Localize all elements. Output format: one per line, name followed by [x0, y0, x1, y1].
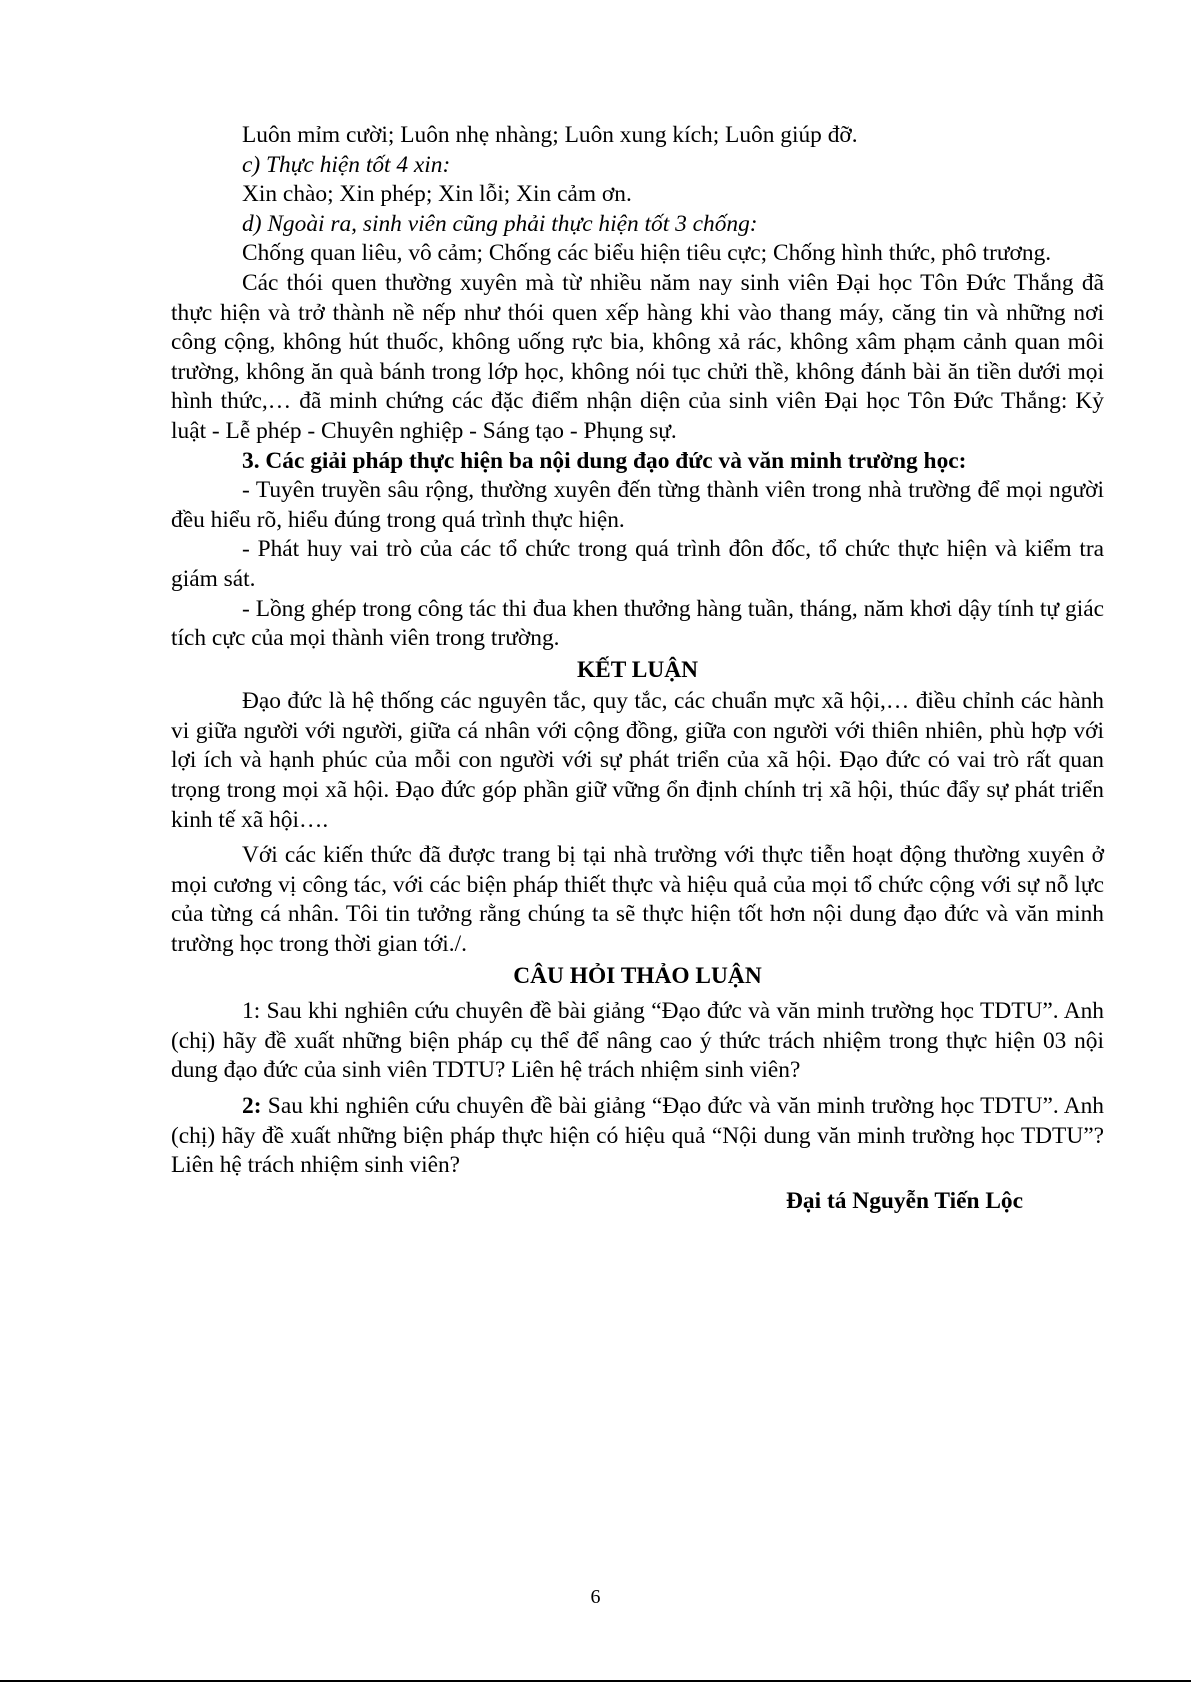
subheading-italic: c) Thực hiện tốt 4 xin:	[242, 151, 451, 178]
text-paragraph: Xin chào; Xin phép; Xin lỗi; Xin cảm ơn.	[242, 181, 632, 208]
question-number: 2:	[242, 1093, 262, 1119]
text-paragraph: Luôn mỉm cười; Luôn nhẹ nhàng; Luôn xung kích; Luôn giúp đỡ.	[242, 122, 858, 148]
question-text: Sau khi nghiên cứu chuyên đề bài giảng “Đạo đức và văn minh trường học TDTU”. Anh (chị) hãy đề xuất những biện pháp thực hiện có hiệu quả “Nội dung văn minh trường học TDTU”? Liên hệ trách nhiệm sinh viên?	[171, 1093, 1104, 1179]
document-body	[171, 121, 1104, 1216]
bottom-divider	[0, 1680, 1191, 1682]
section-heading: 3. Các giải pháp thực hiện ba nội dung đạo đức và văn minh trường học:	[242, 447, 967, 474]
text-paragraph: Chống quan liêu, vô cảm; Chống các biểu hiện tiêu cực; Chống hình thức, phô trương.	[242, 240, 1052, 267]
subheading-italic: d) Ngoài ra, sinh viên cũng phải thực hiện tốt 3 chống:	[242, 210, 758, 237]
conclusion-paragraph: Với các kiến thức đã được trang bị tại nhà trường với thực tiễn hoạt động thường xuyên ở mọi cương vị công tác, với các biện pháp thiết thực và hiệu quả của mọi tổ chức cộng với sự nỗ lực của từng cá nhân. Tôi tin tưởng rằng chúng ta sẽ thực hiện tốt hơn nội dung đạo đức và văn minh trường học trong thời gian tới./.	[171, 842, 1104, 958]
discussion-heading: CÂU HỎI THẢO LUẬN	[513, 962, 762, 989]
list-item: - Tuyên truyền sâu rộng, thường xuyên đến từng thành viên trong nhà trường để mọi người đều hiểu rõ, hiểu đúng trong quá trình thực hiện.	[171, 477, 1104, 533]
author-signature: Đại tá Nguyễn Tiến Lộc	[786, 1187, 1023, 1214]
text-paragraph: Các thói quen thường xuyên mà từ nhiều năm nay sinh viên Đại học Tôn Đức Thắng đã thực hiện và trở thành nề nếp như thói quen xếp hàng khi vào thang máy, căng tin và những nơi công cộng, không hút thuốc, không uống rực bia, không xả rác, không xâm phạm cảnh quan môi trường, không ăn quà bánh trong lớp học, không nói tục chửi thề, không đánh bài ăn tiền dưới mọi hình thức,… đã minh chứng các đặc điểm nhận diện của sinh viên Đại học Tôn Đức Thắng: Kỷ luật - Lễ phép - Chuyên nghiệp - Sáng tạo - Phụng sự.	[171, 269, 1104, 444]
list-item: - Lồng ghép trong công tác thi đua khen thưởng hàng tuần, tháng, năm khơi dậy tính tự giác tích cực của mọi thành viên trong trường.	[171, 595, 1104, 652]
conclusion-paragraph: Đạo đức là hệ thống các nguyên tắc, quy tắc, các chuẩn mực xã hội,… điều chỉnh các hành vi giữa người với người, giữa cá nhân với cộng đồng, giữa con người với thiên nhiên, phù hợp với lợi ích và hạnh phúc của mỗi con người với sự phát triển của xã hội. Đạo đức có vai trò rất quan trọng trong mọi xã hội. Đạo đức góp phần giữ vững ổn định chính trị xã hội, thúc đẩy sự phát triển kinh tế xã hội….	[171, 688, 1104, 833]
conclusion-heading: KẾT LUẬN	[576, 656, 699, 683]
list-item: - Phát huy vai trò của các tổ chức trong quá trình đôn đốc, tổ chức thực hiện và kiểm tra giám sát.	[171, 536, 1104, 592]
page-number: 6	[590, 1586, 601, 1608]
discussion-question-1: 1: Sau khi nghiên cứu chuyên đề bài giảng “Đạo đức và văn minh trường học TDTU”. Anh (chị) hãy đề xuất những biện pháp cụ thể để nâng cao ý thức trách nhiệm trong thực hiện 03 nội dung đạo đức của sinh viên TDTU? Liên hệ trách nhiệm sinh viên?	[171, 998, 1104, 1084]
discussion-question-2	[171, 1092, 1104, 1181]
